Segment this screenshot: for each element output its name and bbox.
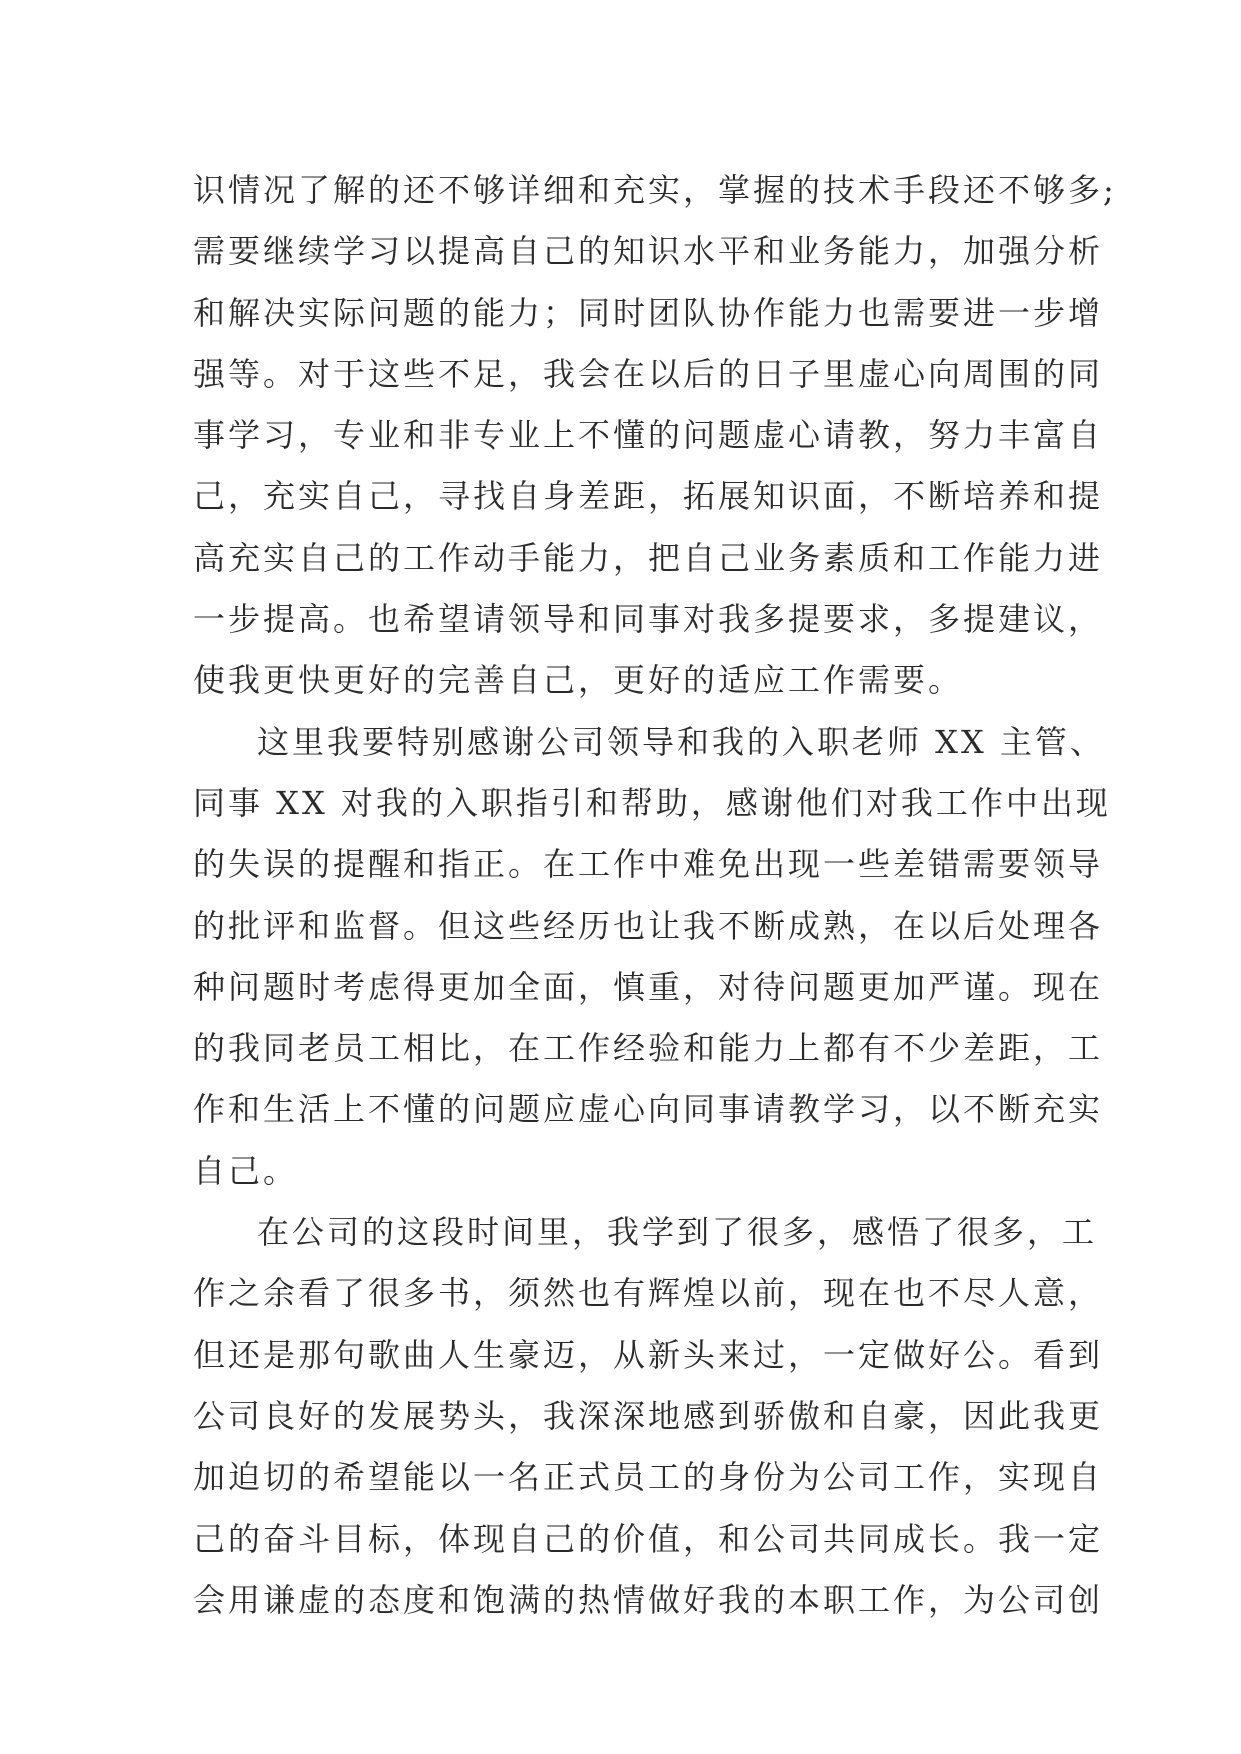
text-line: 和解决实际问题的能力；同时团队协作能力也需要进一步增 [193,293,1104,332]
paragraph-3 [193,1202,1104,1631]
text-line: 识情况了解的还不够详细和充实，掌握的技术手段还不够多; [193,171,1117,209]
paragraph-2 [193,712,1111,1202]
text-line: 作和生活上不懂的问题应虚心向同事请教学习，以不断充实 [193,1090,1104,1129]
text-line: 高充实自己的工作动手能力，把自己业务素质和工作能力进 [193,538,1104,577]
text-line: 的我同老员工相比，在工作经验和能力上都有不少差距，工 [193,1029,1104,1068]
text-line: 一步提高。也希望请领导和同事对我多提要求，多提建议， [193,600,1104,639]
text-line: 需要继续学习以提高自己的知识水平和业务能力，加强分析 [193,232,1104,271]
text-line: 公司良好的发展势头，我深深地感到骄傲和自豪，因此我更 [193,1396,1104,1435]
text-line-indented: 这里我要特别感谢公司领导和我的入职老师 XX 主管、 [257,722,1105,761]
document-body [193,160,1117,1631]
text-line: 自己。 [193,1151,299,1190]
text-line-indented: 在公司的这段时间里，我学到了很多，感悟了很多，工 [257,1213,1098,1252]
text-line: 同事 XX 对我的入职指引和帮助，感谢他们对我工作中出现 [193,783,1111,822]
text-line: 会用谦虚的态度和饱满的热情做好我的本职工作，为公司创 [193,1580,1104,1619]
text-line: 种问题时考虑得更加全面，慎重，对待问题更加严谨。现在 [193,967,1104,1006]
text-line: 事学习，专业和非专业上不懂的问题虚心请教，努力丰富自 [193,416,1104,455]
text-line: 强等。对于这些不足，我会在以后的日子里虚心向周围的同 [193,354,1104,393]
paragraph-1 [193,160,1117,712]
text-line: 己，充实自己，寻找自身差距，拓展知识面，不断培养和提 [193,477,1104,516]
text-line: 加迫切的希望能以一名正式员工的身份为公司工作，实现自 [193,1458,1104,1497]
text-line: 使我更快更好的完善自己，更好的适应工作需要。 [193,661,964,700]
text-line: 己的奋斗目标，体现自己的价值，和公司共同成长。我一定 [193,1519,1104,1558]
text-line: 作之余看了很多书，须然也有辉煌以前，现在也不尽人意， [193,1274,1104,1313]
text-line: 但还是那句歌曲人生豪迈，从新头来过，一定做好公。看到 [193,1335,1104,1374]
text-line: 的批评和监督。但这些经历也让我不断成熟，在以后处理各 [193,906,1104,945]
text-line: 的失误的提醒和指正。在工作中难免出现一些差错需要领导 [193,845,1104,884]
